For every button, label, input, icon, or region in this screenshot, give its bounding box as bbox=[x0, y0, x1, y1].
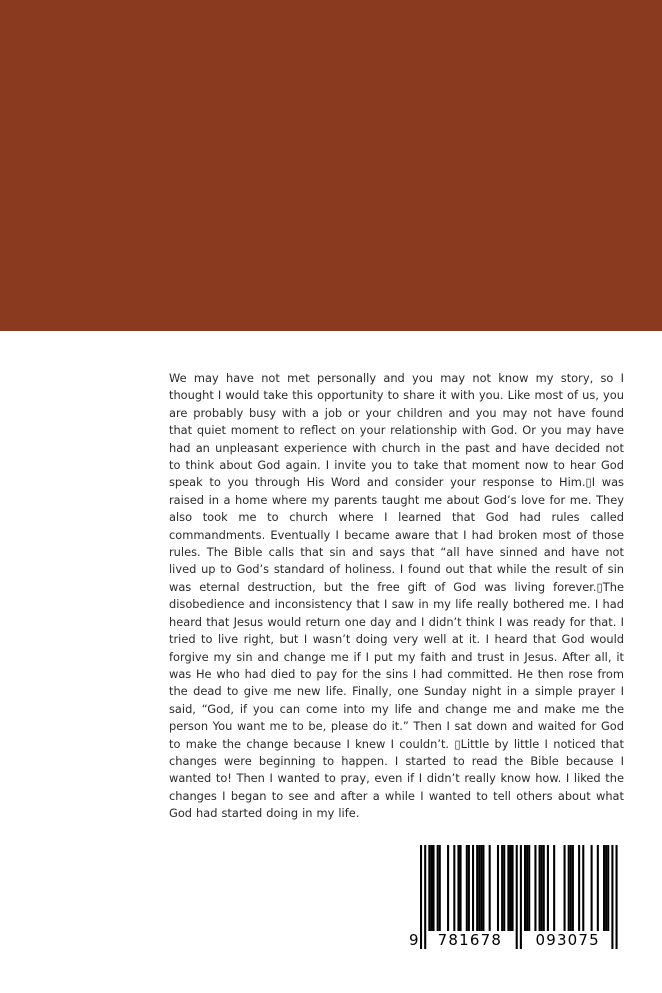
barcode-bar bbox=[437, 845, 439, 931]
barcode-bar bbox=[534, 845, 536, 931]
barcode-bar bbox=[460, 845, 462, 931]
barcode-guard-bar bbox=[424, 845, 426, 949]
barcode-bar bbox=[478, 845, 480, 931]
barcode-guard-bar bbox=[616, 845, 618, 949]
barcode-guard-bar bbox=[611, 845, 613, 949]
barcode-right-digits: 093075 bbox=[535, 931, 600, 949]
barcode-bar bbox=[512, 845, 514, 931]
barcode-bar bbox=[605, 845, 607, 931]
barcode-bar bbox=[439, 845, 441, 931]
barcode-bar bbox=[466, 845, 468, 931]
barcode-bar bbox=[582, 845, 584, 931]
isbn-barcode bbox=[405, 845, 623, 951]
barcode-bar bbox=[547, 845, 549, 931]
barcode-bar bbox=[497, 845, 499, 931]
barcode-guard-bar bbox=[516, 845, 518, 949]
barcode-bar bbox=[428, 845, 430, 931]
barcode-bar bbox=[564, 845, 566, 931]
barcode-bar bbox=[528, 845, 530, 931]
barcode-bar bbox=[489, 845, 491, 931]
barcode-bar bbox=[591, 845, 593, 931]
barcode-bar bbox=[472, 845, 474, 931]
barcode-bar bbox=[568, 845, 570, 931]
barcode-bar bbox=[501, 845, 503, 931]
barcode-guard-bar bbox=[520, 845, 522, 949]
barcode-bar bbox=[597, 845, 599, 931]
barcode-bar bbox=[553, 845, 555, 931]
barcode-bar bbox=[539, 845, 541, 931]
barcode-bar bbox=[476, 845, 478, 931]
barcode-left-digits: 781678 bbox=[437, 931, 503, 949]
barcode-bar bbox=[503, 845, 505, 931]
barcode-bar bbox=[432, 845, 434, 931]
cover-color-band bbox=[0, 0, 662, 331]
barcode-bar bbox=[430, 845, 432, 931]
barcode-bar bbox=[524, 845, 526, 931]
barcode-guard-bar bbox=[420, 845, 422, 949]
barcode-bar bbox=[507, 845, 509, 931]
barcode-bar bbox=[607, 845, 609, 931]
barcode-bar bbox=[468, 845, 470, 931]
barcode-bar bbox=[603, 845, 605, 931]
barcode-bar bbox=[480, 845, 482, 931]
barcode-bar bbox=[453, 845, 455, 931]
barcode-lead-digit: 9 bbox=[409, 931, 419, 949]
barcode-bar bbox=[572, 845, 574, 931]
barcode-bar bbox=[447, 845, 449, 931]
back-cover-text: We may have not met personally and you may not know my story, so I thought I would take this opportunity to share it with you. Like most of us, you are probably busy with a job or your children and you may not have found that quiet moment to reflect on your relationship with God. Or you may have had an unpleasant experience with church in the past and have decided not to think about God again. I invite you to take that moment now to hear God speak to you through His Word and consider your response to Him.▯I was raised in a home where my parents taught me about God’s love for me. They also took me to church where I learned that God had rules called commandments. Eventually I became aware that I had broken most of those rules. The Bible calls that sin and says that “all have sinned and have not lived up to God’s standard of holiness. I found out that while the result of sin was eternal destruction, but the free gift of God was living forever.▯The disobedience and inconsistency that I saw in my life really bothered me. I had heard that Jesus would return one day and I didn’t think I was ready for that. I tried to live right, but I wasn’t doing very well at it. I heard that God would forgive my sin and change me if I put my faith and trust in Jesus. After all, it was He who had died to pay for the sins I had committed. He then rose from the dead to give me new life. Finally, one Sunday night in a simple prayer I said, “God, if you can come into my life and change me and make me the person You want me to be, please do it.” Then I sat down and waited for God to make the change because I knew I couldn’t. ▯Little by little I noticed that changes were beginning to happen. I started to read the Bible because I wanted to! Then I wanted to pray, even if I didn’t really know how. I liked the changes I began to see and after a while I wanted to tell others about what God had started doing in my life. bbox=[169, 371, 624, 821]
barcode-bar bbox=[526, 845, 528, 931]
barcode-graphic bbox=[405, 845, 623, 951]
barcode-bar bbox=[543, 845, 545, 931]
barcode-bar bbox=[482, 845, 484, 931]
barcode-bar bbox=[578, 845, 580, 931]
barcode-bar bbox=[570, 845, 572, 931]
barcode-bar bbox=[457, 845, 459, 931]
barcode-bar bbox=[541, 845, 543, 931]
barcode-bar bbox=[509, 845, 511, 931]
